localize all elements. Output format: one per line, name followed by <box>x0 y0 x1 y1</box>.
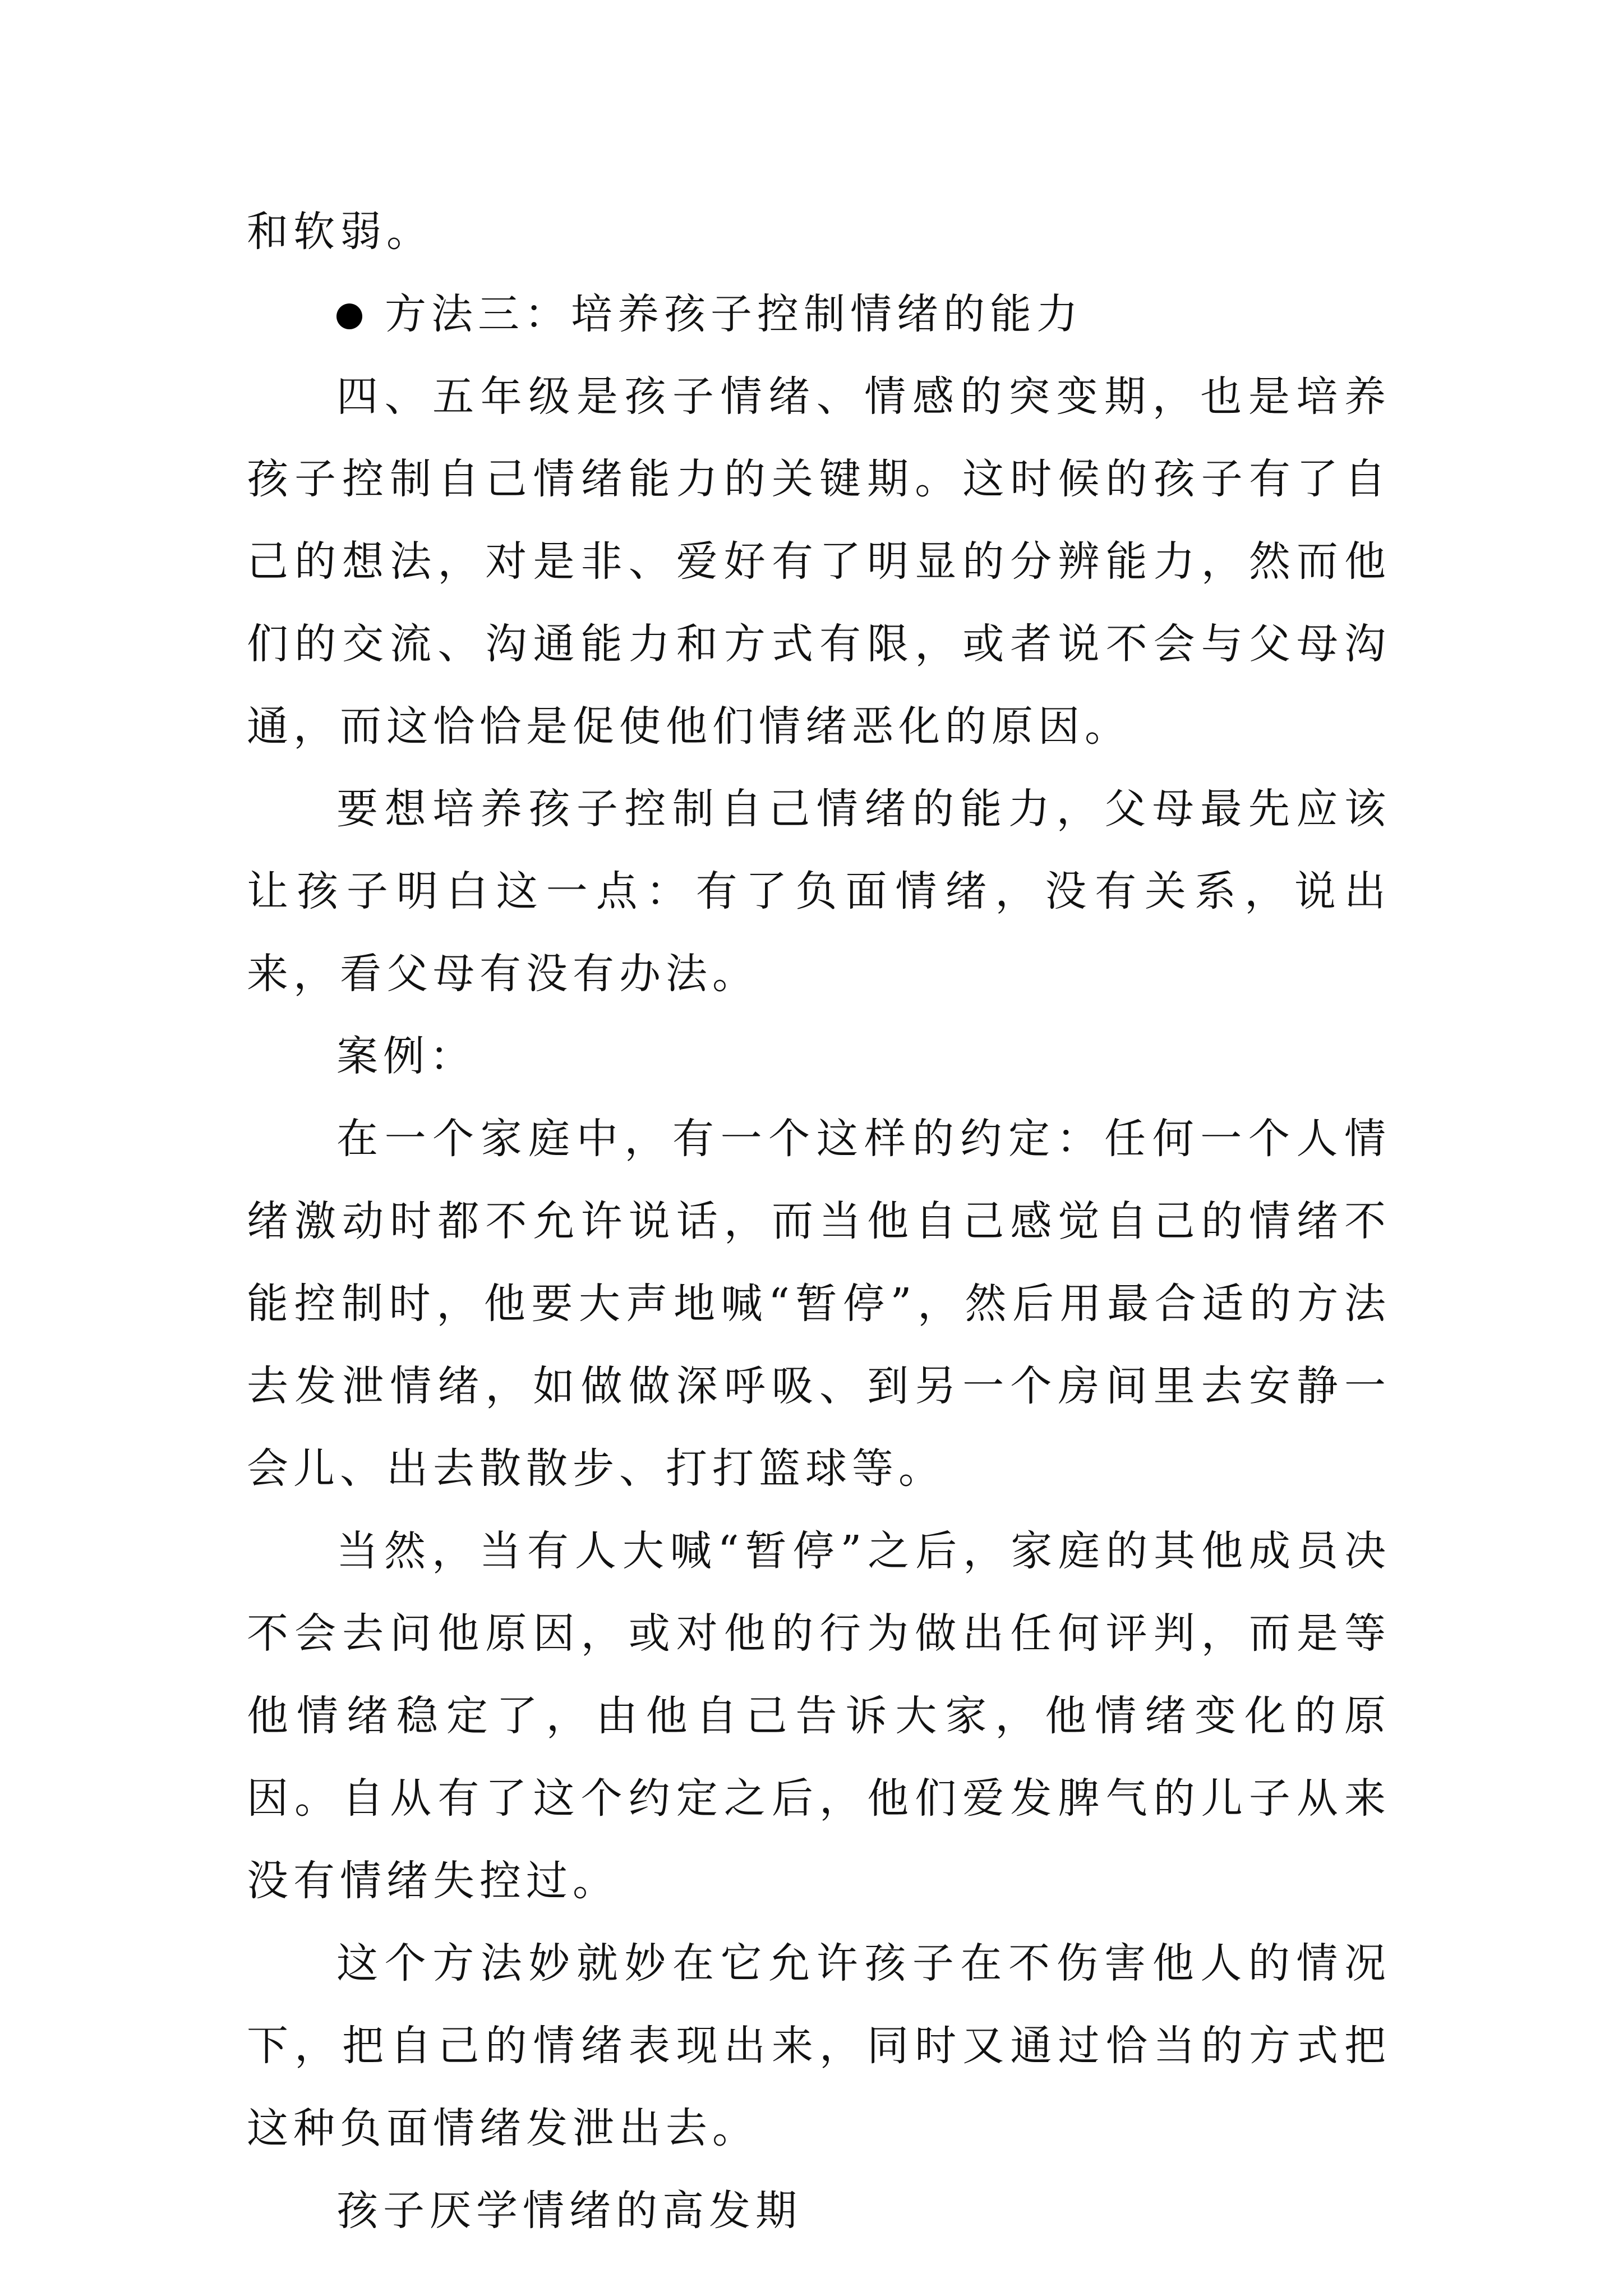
bullet-heading-text: 方法三：培养孩子控制情绪的能力 <box>385 290 1083 338</box>
case-label: 案例： <box>336 1032 476 1080</box>
section-heading: 孩子厌学情绪的高发期 <box>336 2187 802 2235</box>
paragraph-intro: 四、五年级是孩子情绪、情感的突变期，也是培养孩子控制自己情绪能力的关键期。这时候的孩子有了自己的想法，对是非、爱好有了明显的分辨能力，然而他们的交流、沟通能力和方式有限，或者说不会与父母沟通，而这恰恰是促使他们情绪恶化的原因。 <box>247 372 1391 751</box>
paragraph-continuation: 和软弱。 <box>247 208 433 256</box>
paragraph-case-followup: 当然，当有人大喊“暂停”之后，家庭的其他成员决不会去问他原因，或对他的行为做出任何评判，而是等他情绪稳定了，由他自己告诉大家，他情绪变化的原因。自从有了这个约定之后，他们爱发脾气的儿子从来没有情绪失控过。 <box>247 1527 1391 1905</box>
filled-circle-bullet-icon <box>336 303 362 329</box>
bullet-heading <box>247 273 1391 356</box>
body-text <box>247 191 1391 2252</box>
paragraph-advice: 要想培养孩子控制自己情绪的能力，父母最先应该让孩子明白这一点：有了负面情绪，没有关系，说出来，看父母有没有办法。 <box>247 785 1391 998</box>
paragraph-method-summary: 这个方法妙就妙在它允许孩子在不伤害他人的情况下，把自己的情绪表现出来，同时又通过恰当的方式把这种负面情绪发泄出去。 <box>247 1939 1391 2152</box>
paragraph-case: 在一个家庭中，有一个这样的约定：任何一个人情绪激动时都不允许说话，而当他自己感觉自己的情绪不能控制时，他要大声地喊“暂停”，然后用最合适的方法去发泄情绪，如做做深呼吸、到另一个房间里去安静一会儿、出去散散步、打打篮球等。 <box>247 1115 1391 1493</box>
